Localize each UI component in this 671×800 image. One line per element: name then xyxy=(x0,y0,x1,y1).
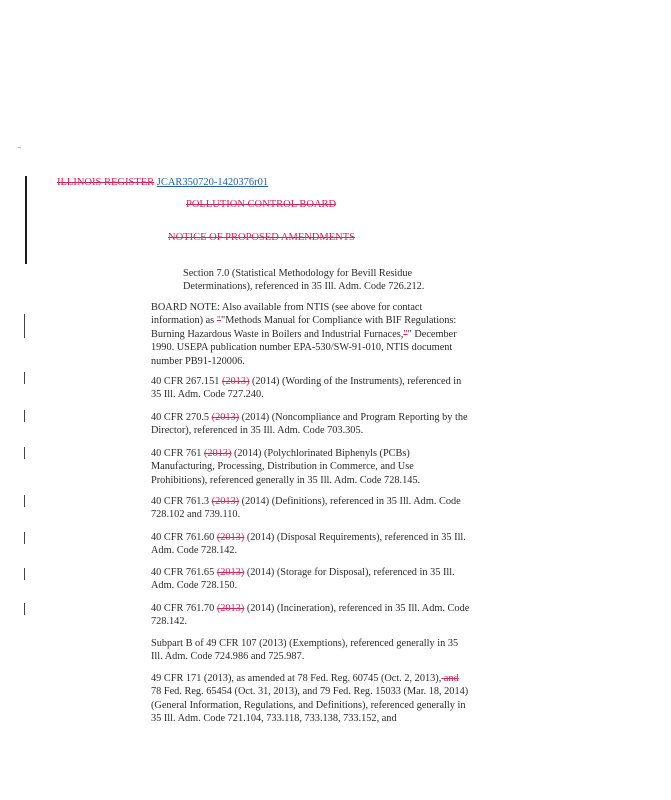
text-a: 40 CFR 761 xyxy=(151,448,204,459)
board-note-text-a: BOARD NOTE: Also available from NTIS (see above for contact information) as xyxy=(151,302,423,327)
deleted-and: and xyxy=(441,673,459,684)
paragraph-761-60 xyxy=(151,531,471,558)
deleted-year: (2013) xyxy=(216,567,245,578)
register-header xyxy=(57,177,268,188)
deleted-year: (2013) xyxy=(203,448,232,459)
change-bar-761-70 xyxy=(24,603,25,615)
change-bar-board-note xyxy=(24,314,25,338)
deleted-year: (2013) xyxy=(216,603,245,614)
text-a: 40 CFR 761.3 xyxy=(151,496,212,507)
text-b: (2014) (Polychlorinated Biphenyls (PCBs) Manufacturing, Processing, Distribution in Commerce, and Use Prohibitions), referenced generally in 35 Ill. Adm. Code 728.145. xyxy=(151,448,421,486)
deleted-year: (2013) xyxy=(216,532,245,543)
change-bar-761 xyxy=(24,447,25,459)
notice-title: NOTICE OF PROPOSED AMENDMENTS xyxy=(168,232,355,243)
paragraph-761-3 xyxy=(151,495,471,522)
text-a: 49 CFR 171 (2013), as amended at 78 Fed. Reg. 60745 (Oct. 2, 2013), xyxy=(151,673,442,684)
text-b: (2014) (Storage for Disposal), referenced in 35 Ill. Adm. Code 728.150. xyxy=(151,567,455,592)
text-a: 40 CFR 761.60 xyxy=(151,532,217,543)
scan-speck xyxy=(18,147,21,148)
board-note-text-b: "Methods Manual for Compliance with BIF Regulations: Burning Hazardous Waste in Boilers and Industrial Furnaces, xyxy=(151,315,457,340)
register-inserted-text: JCAR350720-1420376r01 xyxy=(156,177,269,188)
paragraph-761 xyxy=(151,447,471,487)
change-bar-270 xyxy=(24,410,25,422)
text-b: 78 Fed. Reg. 65454 (Oct. 31, 2013), and 79 Fed. Reg. 15033 (Mar. 18, 2014) (General Information, Regulations, and Definitions), referenced generally in 35 Ill. Adm. Code 721.104, 733.118, 733.138, 733.152, and xyxy=(151,686,469,725)
paragraph-761-70 xyxy=(151,602,471,629)
board-note-deleted-quote-1: " xyxy=(216,315,221,327)
board-note-deleted-quote-2: " xyxy=(403,328,408,340)
deleted-year: (2013) xyxy=(211,496,240,507)
paragraph-761-65 xyxy=(151,566,471,593)
paragraph-board-note xyxy=(151,301,471,368)
paragraph-49-cfr-171 xyxy=(151,672,471,726)
paragraph-49-cfr-107: Subpart B of 49 CFR 107 (2013) (Exemptions), referenced generally in 35 Ill. Adm. Code 724.986 and 725.987. xyxy=(151,638,459,663)
change-bar-761-60 xyxy=(24,532,25,544)
change-bar-267 xyxy=(24,372,25,384)
text-b: (2014) (Noncompliance and Program Reporting by the Director), referenced in 35 Ill. Adm. Code 703.305. xyxy=(151,412,468,437)
change-bar-header xyxy=(25,176,27,264)
text-b: (2014) (Disposal Requirements), referenced in 35 Ill. Adm. Code 728.142. xyxy=(151,532,466,557)
board-title: POLLUTION CONTROL BOARD xyxy=(186,199,337,210)
text-a: 40 CFR 761.65 xyxy=(151,567,217,578)
text-b: (2014) (Definitions), referenced in 35 Ill. Adm. Code 728.102 and 739.110. xyxy=(151,496,461,521)
change-bar-761-65 xyxy=(24,568,25,580)
text-a: 40 CFR 270.5 xyxy=(151,412,212,423)
deleted-year: (2013) xyxy=(221,376,250,387)
paragraph-267-151 xyxy=(151,375,471,402)
register-deleted-text: ILLINOIS REGISTER xyxy=(57,177,155,188)
paragraph-270-5 xyxy=(151,411,471,438)
change-bar-761-3 xyxy=(24,495,25,507)
text-b: (2014) (Incineration), referenced in 35 Ill. Adm. Code 728.142. xyxy=(151,603,470,628)
text-a: 40 CFR 761.70 xyxy=(151,603,217,614)
deleted-year: (2013) xyxy=(211,412,240,423)
paragraph-section-7: Section 7.0 (Statistical Methodology for Bevill Residue Determinations), referenced in 35 Ill. Adm. Code 726.212. xyxy=(183,268,425,293)
board-note-text-c: " December 1990. USEPA publication number EPA-530/SW-91-010, NTIS document number PB91-120006. xyxy=(151,328,457,367)
text-b: (2014) (Wording of the Instruments), referenced in 35 Ill. Adm. Code 727.240. xyxy=(151,376,462,401)
text-a: 40 CFR 267.151 xyxy=(151,376,222,387)
